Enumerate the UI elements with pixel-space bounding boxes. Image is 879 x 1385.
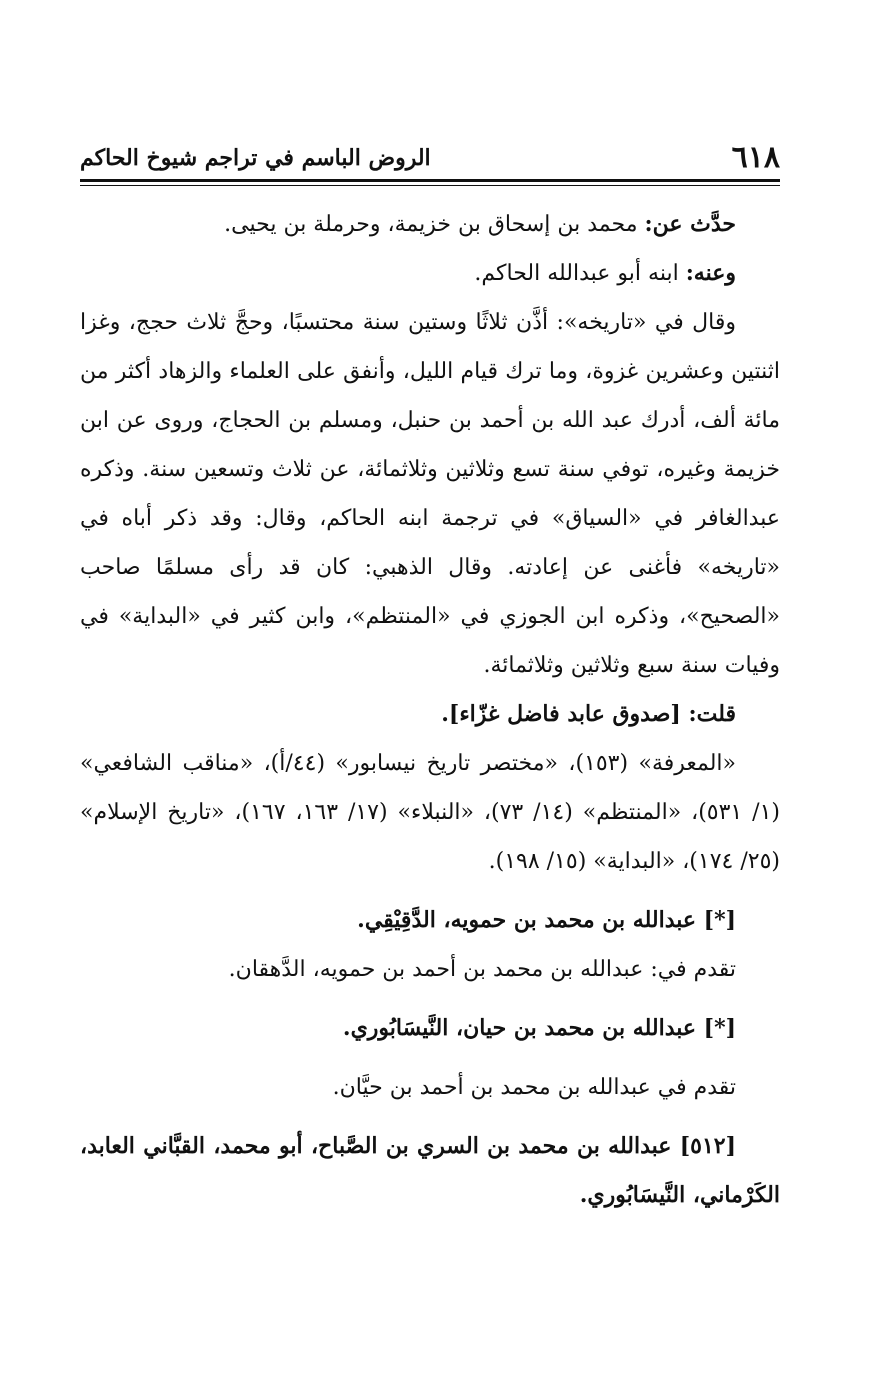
section-gap	[80, 886, 780, 896]
narrated-from-text: محمد بن إسحاق بن خزيمة، وحرملة بن يحيى.	[224, 212, 645, 237]
entry-heading-daqiqi: [*] عبدالله بن محمد بن حمويه، الدَّقِيْقِي.	[357, 907, 736, 933]
running-title: الروض الباسم في تراجم شيوخ الحاكم	[80, 145, 431, 171]
biography-paragraph: وقال في «تاريخه»: أذَّن ثلاثًا وستين سنة محتسبًا، وحجَّ ثلاث حجج، وغزا اثنتين وعشرين غزوة، وما ترك قيام الليل، وأنفق على العلماء والزهاد أكثر من مائة ألف، أدرك عبد الله بن أحمد بن حنبل، ومسلم بن الحجاج، وروى عن ابن خزيمة وغيره، توفي سنة تسع وثلاثين وثلاثمائة، عن ثلاث وتسعين سنة. وذكره عبدالغافر في «السياق» في ترجمة ابنه الحاكم، وقال: وقد ذكر أباه في «تاريخه» فأغنى عن إعادته. وقال الذهبي: كان قد رأى مسلمًا صاحب «الصحيح»، وذكره ابن الجوزي في «المنتظم»، وابن كثير في «البداية» في وفيات سنة سبع وثلاثين وثلاثمائة.	[80, 310, 780, 678]
narrated-from-paragraph	[80, 200, 780, 249]
narrated-by-text: ابنه أبو عبدالله الحاكم.	[474, 261, 686, 286]
narrated-from-label: حدَّث عن:	[644, 211, 736, 237]
header-rule-thin	[80, 185, 780, 186]
cross-reference-hayyan: تقدم في عبدالله بن محمد بن أحمد بن حيَّان.	[332, 1075, 736, 1100]
entry-heading-hayyan: [*] عبدالله بن محمد بن حيان، النَّيسَابُوري.	[342, 1015, 736, 1041]
narrated-by-label: وعنه:	[685, 260, 736, 286]
header-rule-thick	[80, 179, 780, 182]
section-gap	[80, 994, 780, 1004]
page-number: ٦١٨	[731, 140, 780, 175]
verdict-paragraph: قلت: [صدوق عابد فاضل غزّاء].	[441, 701, 736, 727]
sources-paragraph: «المعرفة» (١٥٣)، «مختصر تاريخ نيسابور» (٤٤/أ)، «مناقب الشافعي» (١/ ٥٣١)، «المنتظم» (١٤/ ٧٣)، «النبلاء» (١٧/ ١٦٣، ١٦٧)، «تاريخ الإسلام» (٢٥/ ١٧٤)، «البداية» (١٥/ ١٩٨).	[80, 751, 780, 874]
body-text	[80, 200, 780, 1220]
section-gap	[80, 1053, 780, 1063]
page-header	[80, 138, 780, 178]
entry-heading-512: [٥١٢] عبدالله بن محمد بن السري بن الصَّباح، أبو محمد، القبَّاني العابد، الكَرْماني، النَّيسَابُوري.	[80, 1133, 780, 1208]
narrated-by-paragraph	[80, 249, 780, 298]
section-gap	[80, 1112, 780, 1122]
cross-reference-dahqan: تقدم في: عبدالله بن محمد بن أحمد بن حمويه، الدَّهقان.	[228, 957, 736, 982]
